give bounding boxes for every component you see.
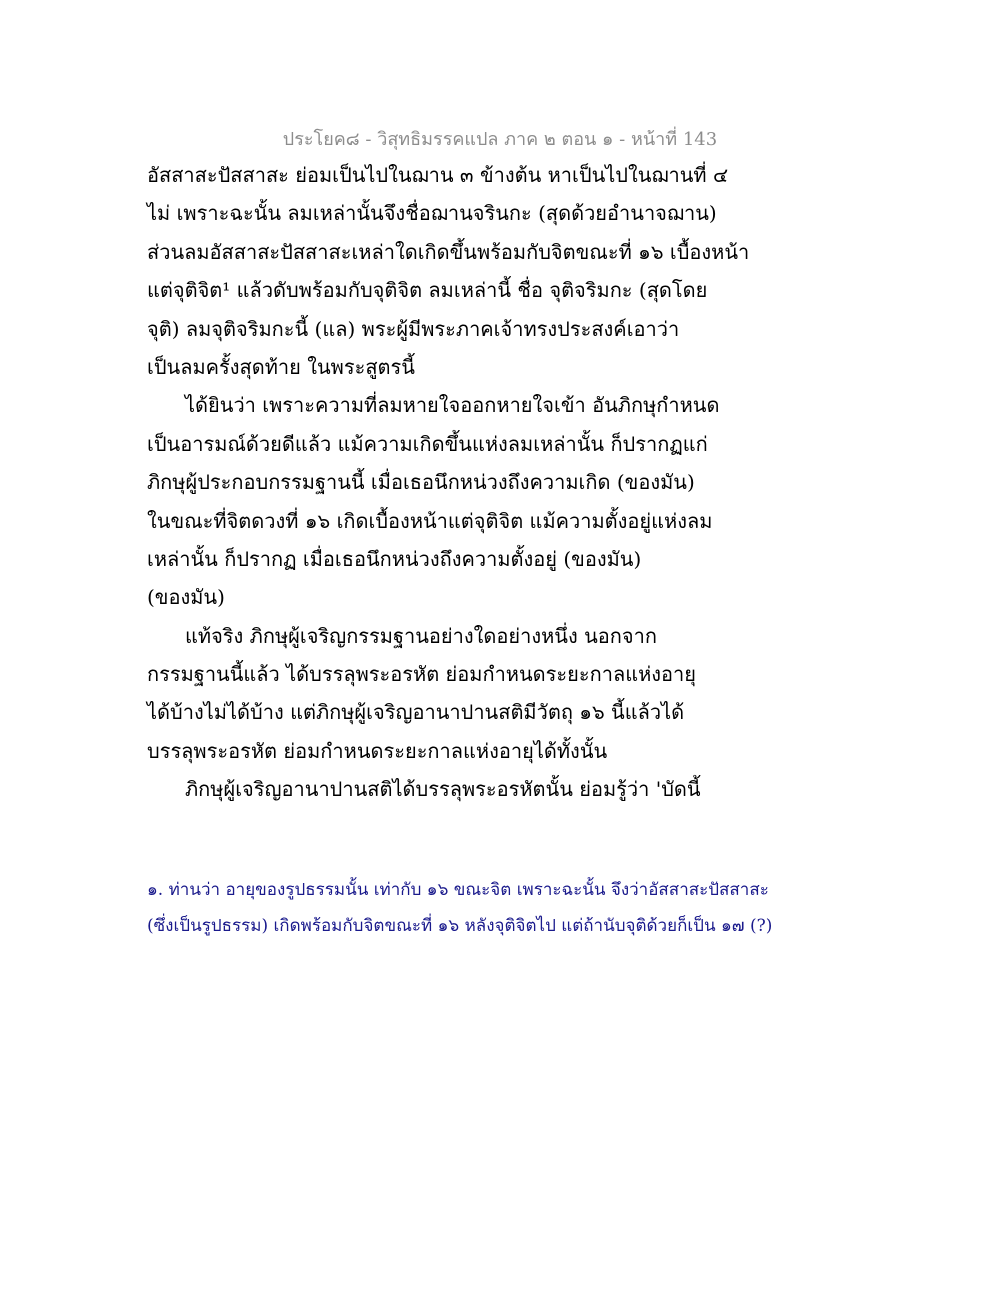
paragraph-start-line: ภิกษุผู้เจริญอานาปานสติได้บรรลุพระอรหัตนั้น ย่อมรู้ว่า 'บัดนี้ (185, 777, 701, 802)
body-line: ได้บ้างไม่ได้บ้าง แต่ภิกษุผู้เจริญอานาปานสติมีวัตถุ ๑๖ นี้แล้วได้ (147, 700, 685, 725)
body-line: ในขณะที่จิตดวงที่ ๑๖ เกิดเบื้องหน้าแต่จุติจิต แม้ความตั้งอยู่แห่งลม (147, 508, 713, 533)
paragraph-start-line: แท้จริง ภิกษุผู้เจริญกรรมฐานอย่างใดอย่างหนึ่ง นอกจาก (185, 623, 657, 648)
body-line: จุติ) ลมจุติจริมกะนี้ (แล) พระผู้มีพระภาคเจ้าทรงประสงค์เอาว่า (147, 316, 680, 341)
body-line: ไม่ เพราะฉะนั้น ลมเหล่านั้นจึงชื่อฌานจรินกะ (สุดด้วยอำนาจฌาน) (147, 201, 717, 226)
body-line: ส่วนลมอัสสาสะปัสสาสะเหล่าใดเกิดขึ้นพร้อมกับจิตขณะที่ ๑๖ เบื้องหน้า (147, 239, 750, 264)
body-line: อัสสาสะปัสสาสะ ย่อมเป็นไปในฌาน ๓ ข้างต้น หาเป็นไปในฌานที่ ๔ (147, 163, 729, 187)
body-line: (ของมัน) (147, 585, 225, 610)
body-line: เหล่านั้น ก็ปรากฏ เมื่อเธอนึกหน่วงถึงความตั้งอยู่ (ของมัน) (147, 546, 642, 571)
footnotes (147, 872, 867, 944)
page-header: ประโยค๘ - วิสุทธิมรรคแปล ภาค ๒ ตอน ๑ - หน้าที่ 143 (282, 129, 718, 150)
paragraph-start-line: ได้ยินว่า เพราะความที่ลมหายใจออกหายใจเข้า อันภิกษุกำหนด (185, 393, 720, 418)
footnote-line: ๑. ท่านว่า อายุของรูปธรรมนั้น เท่ากับ ๑๖ ขณะจิต เพราะฉะนั้น จึงว่าอัสสาสะปัสสาสะ (147, 880, 769, 900)
body-text (147, 156, 867, 809)
body-line: ภิกษุผู้ประกอบกรรมฐานนี้ เมื่อเธอนึกหน่วงถึงความเกิด (ของมัน) (147, 470, 695, 495)
body-line: เป็นลมครั้งสุดท้าย ในพระสูตรนี้ (147, 354, 415, 379)
body-line: บรรลุพระอรหัต ย่อมกำหนดระยะกาลแห่งอายุได้ทั้งนั้น (147, 738, 608, 763)
body-line: แต่จุติจิต¹ แล้วดับพร้อมกับจุติจิต ลมเหล่านี้ ชื่อ จุติจริมกะ (สุดโดย (147, 278, 708, 303)
body-line: กรรมฐานนี้แล้ว ได้บรรลุพระอรหัต ย่อมกำหนดระยะกาลแห่งอายุ (147, 662, 696, 687)
footnote-line: (ซึ่งเป็นรูปธรรม) เกิดพร้อมกับจิตขณะที่ ๑๖ หลังจุติจิตไป แต่ถ้านับจุติด้วยก็เป็น ๑๗ (?) (147, 916, 773, 936)
body-line: เป็นอารมณ์ด้วยดีแล้ว แม้ความเกิดขึ้นแห่งลมเหล่านั้น ก็ปรากฏแก่ (147, 431, 708, 456)
